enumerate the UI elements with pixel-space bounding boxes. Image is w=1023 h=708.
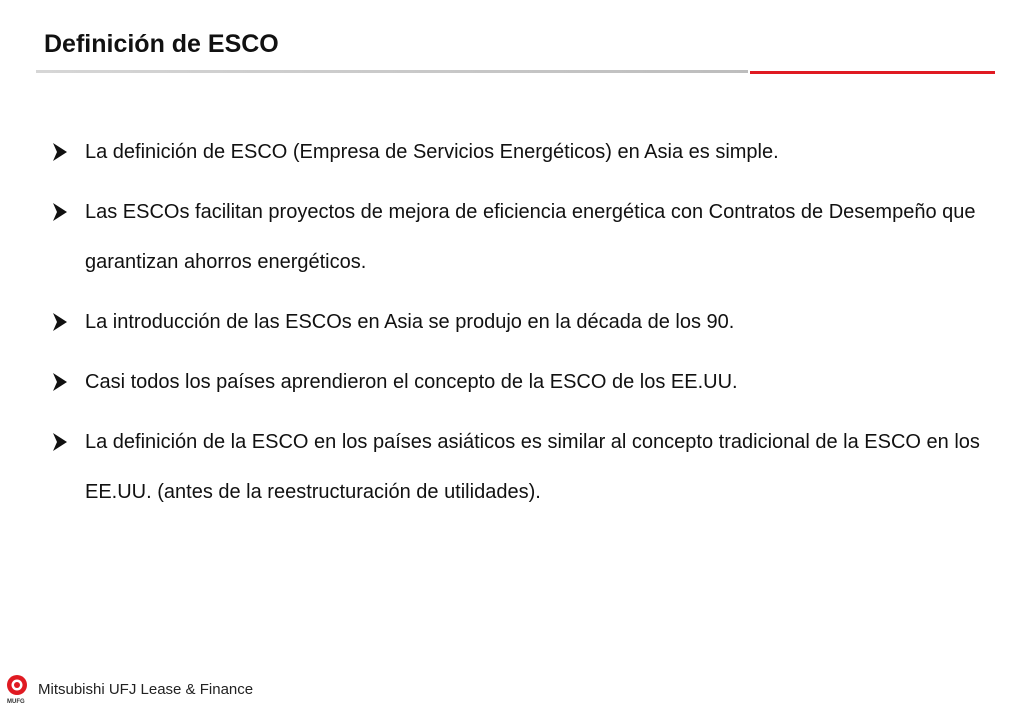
bullet-text: Casi todos los países aprendieron el concepto de la ESCO de los EE.UU.: [85, 371, 738, 393]
arrow-bullet-icon: [52, 142, 68, 162]
bullet-text: La introducción de las ESCOs en Asia se produjo en la década de los 90.: [85, 311, 735, 333]
bullet-item: [52, 297, 982, 347]
bullet-list: [52, 127, 982, 527]
arrow-bullet-icon: [52, 312, 68, 332]
bullet-item: [52, 417, 982, 517]
bullet-item: [52, 127, 982, 177]
arrow-bullet-icon: [52, 202, 68, 222]
footer-logo: [4, 674, 304, 708]
title-underline-gray: [36, 70, 748, 73]
title-underline-red: [750, 71, 995, 74]
bullet-text: Las ESCOs facilitan proyectos de mejora de eficiencia energética con Contratos de Desempeño que garantizan ahorros energéticos.: [85, 201, 976, 273]
bullet-text: La definición de ESCO (Empresa de Servicios Energéticos) en Asia es simple.: [85, 141, 779, 163]
arrow-bullet-icon: [52, 372, 68, 392]
bullet-text: La definición de la ESCO en los países asiáticos es similar al concepto tradicional de la ESCO en los EE.UU. (antes de la reestructuración de utilidades).: [85, 431, 980, 503]
page-title: Definición de ESCO: [44, 30, 279, 58]
logo-subtext: MUFG: [7, 699, 25, 705]
arrow-bullet-icon: [52, 432, 68, 452]
bullet-item: [52, 357, 982, 407]
company-name: Mitsubishi UFJ Lease & Finance: [38, 681, 254, 698]
bullet-item: [52, 187, 982, 287]
